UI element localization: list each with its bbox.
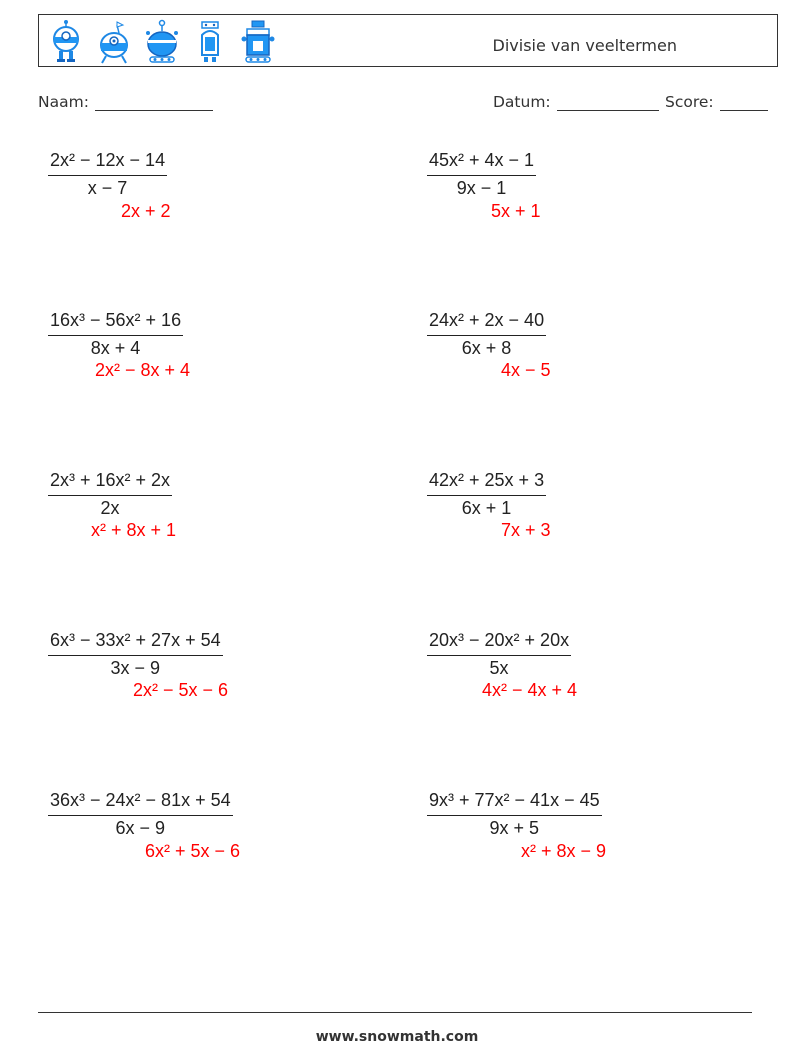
answer-3: 2x² − 8x + 4 (95, 360, 191, 380)
answer-7: 2x² − 5x − 6 (133, 680, 229, 700)
fraction (48, 310, 183, 359)
numerator: 45x² + 4x − 1 (427, 150, 536, 176)
date-line[interactable] (557, 95, 659, 111)
denominator: 6x − 9 (115, 818, 166, 838)
denominator: 9x − 1 (456, 178, 507, 198)
problem-5 (48, 470, 172, 519)
fraction (427, 470, 546, 519)
denominator: 6x + 8 (461, 338, 512, 358)
worksheet-title: Divisie van veeltermen (492, 36, 677, 55)
denominator: 5x (489, 658, 509, 678)
answer-8: 4x² − 4x + 4 (482, 680, 578, 700)
answer-4: 4x − 5 (501, 360, 551, 380)
answer-1: 2x + 2 (121, 201, 171, 221)
answer-6: 7x + 3 (501, 520, 551, 540)
score-line[interactable] (720, 95, 768, 111)
fraction (48, 790, 233, 839)
fraction (427, 790, 602, 839)
problem-10 (427, 790, 602, 839)
numerator: 42x² + 25x + 3 (427, 470, 546, 496)
denominator: 9x + 5 (489, 818, 540, 838)
robot-4-icon (193, 19, 227, 65)
score-field (665, 93, 768, 111)
numerator: 2x³ + 16x² + 2x (48, 470, 172, 496)
problem-3 (48, 310, 183, 359)
answer-10: x² + 8x − 9 (521, 841, 607, 861)
date-label: Datum: (493, 93, 551, 111)
fraction (48, 150, 167, 199)
robot-3-icon (145, 19, 179, 65)
problem-6 (427, 470, 546, 519)
denominator: 6x + 1 (461, 498, 512, 518)
denominator: 8x + 4 (90, 338, 141, 358)
numerator: 20x³ − 20x² + 20x (427, 630, 571, 656)
fraction (48, 630, 223, 679)
problem-7 (48, 630, 223, 679)
problem-8 (427, 630, 571, 679)
name-label: Naam: (38, 93, 89, 111)
problem-4 (427, 310, 546, 359)
robot-1-icon (49, 19, 83, 65)
date-field (493, 93, 659, 111)
score-label: Score: (665, 93, 714, 111)
fraction (427, 310, 546, 359)
fraction (427, 150, 536, 199)
worksheet-header (38, 14, 778, 67)
numerator: 2x² − 12x − 14 (48, 150, 167, 176)
footer-website[interactable]: www.snowmath.com (315, 1029, 479, 1045)
footer-divider (38, 1012, 752, 1013)
fraction (427, 630, 571, 679)
problem-1 (48, 150, 167, 199)
numerator: 16x³ − 56x² + 16 (48, 310, 183, 336)
answer-9: 6x² + 5x − 6 (145, 841, 241, 861)
robot-5-icon (241, 19, 275, 65)
fraction (48, 470, 172, 519)
answer-2: 5x + 1 (491, 201, 541, 221)
denominator: 3x − 9 (110, 658, 161, 678)
denominator: 2x (100, 498, 120, 518)
numerator: 36x³ − 24x² − 81x + 54 (48, 790, 233, 816)
name-line[interactable] (95, 95, 213, 111)
numerator: 6x³ − 33x² + 27x + 54 (48, 630, 223, 656)
answer-5: x² + 8x + 1 (91, 520, 177, 540)
numerator: 9x³ + 77x² − 41x − 45 (427, 790, 602, 816)
denominator: x − 7 (87, 178, 128, 198)
problem-2 (427, 150, 536, 199)
robot-2-icon (97, 19, 131, 65)
robot-icons (49, 19, 275, 65)
problem-9 (48, 790, 233, 839)
numerator: 24x² + 2x − 40 (427, 310, 546, 336)
name-field (38, 93, 213, 111)
